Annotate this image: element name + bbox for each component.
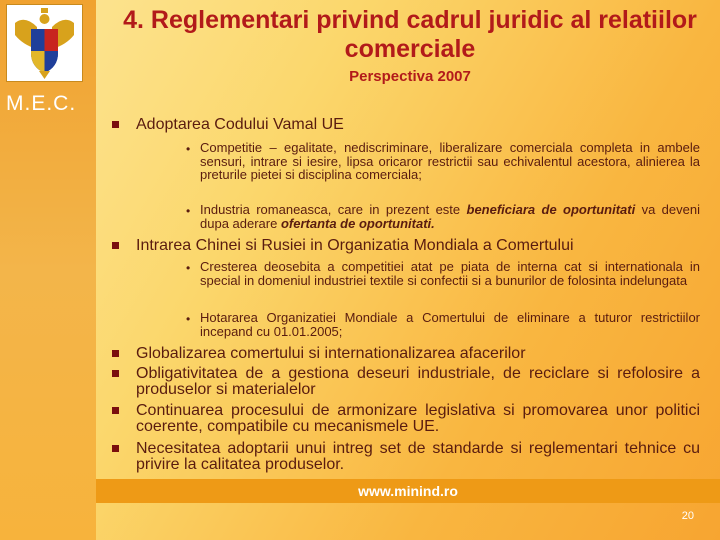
bullet-marker — [112, 370, 119, 377]
page-subtitle: Perspectiva 2007 — [349, 68, 471, 85]
bullet-marker — [112, 350, 119, 357]
sub-bullet-item — [200, 203, 700, 230]
bullet-item: Continuarea procesului de armonizare legislativa si promovarea unor politici coerente, compatibile cu mecanismele UE. — [136, 402, 700, 435]
sub-bullet-text: va deveni dupa aderare — [200, 202, 700, 231]
bullet-marker — [112, 121, 119, 128]
bullet-marker — [112, 242, 119, 249]
emphasis-text: beneficiara de oportunitati — [466, 202, 636, 217]
sub-bullet-item: Competitie – egalitate, nediscriminare, liberalizare comerciala completa in ambele sensuri, intrare si iesire, lipsa oricaror restrictii sau echivalentul acestora, alinierea la preturile pietei si disciplina comerciala; — [200, 140, 700, 182]
coat-of-arms-logo — [6, 4, 83, 82]
sub-bullet-marker: • — [186, 261, 191, 275]
page-number: 20 — [681, 510, 694, 522]
emphasis-text: ofertanta de oportunitati. — [280, 215, 435, 231]
bullet-item: Intrarea Chinei si Rusiei in Organizatia Mondiala a Comertului — [136, 237, 574, 254]
ministry-label: M.E.C. — [6, 92, 77, 115]
footer-url[interactable]: www.minind.ro — [358, 483, 458, 499]
page-title: 4. Reglementari privind cadrul juridic al relatiilor comerciale — [123, 6, 697, 63]
bullet-item: Globalizarea comertului si internationalizarea afacerilor — [136, 345, 526, 362]
sub-bullet-marker: • — [186, 312, 191, 326]
sub-bullet-text: Industria romaneasca, care in prezent este — [200, 202, 467, 217]
bullet-marker — [112, 407, 119, 414]
bullet-item: Adoptarea Codului Vamal UE — [136, 116, 344, 133]
sub-bullet-marker: • — [186, 142, 191, 156]
sub-bullet-marker: • — [186, 204, 191, 218]
sub-bullet-item: Cresterea deosebita a competitiei atat pe piata de interna cat si internationala in special in domeniul industriei textile si confectii si a bunurilor de folosinta indelungata — [200, 259, 700, 288]
sub-bullet-item: Hotararea Organizatiei Mondiale a Comertului de eliminare a tuturor restrictiilor incepand cu 01.01.2005; — [200, 310, 700, 339]
bullet-item: Obligativitatea de a gestiona deseuri industriale, de reciclare si refolosire a produselor si materialelor — [136, 365, 700, 398]
bullet-marker — [112, 445, 119, 452]
bullet-item: Necesitatea adoptarii unui intreg set de standarde si reglementari tehnice cu privire la calitatea produselor. — [136, 440, 700, 473]
